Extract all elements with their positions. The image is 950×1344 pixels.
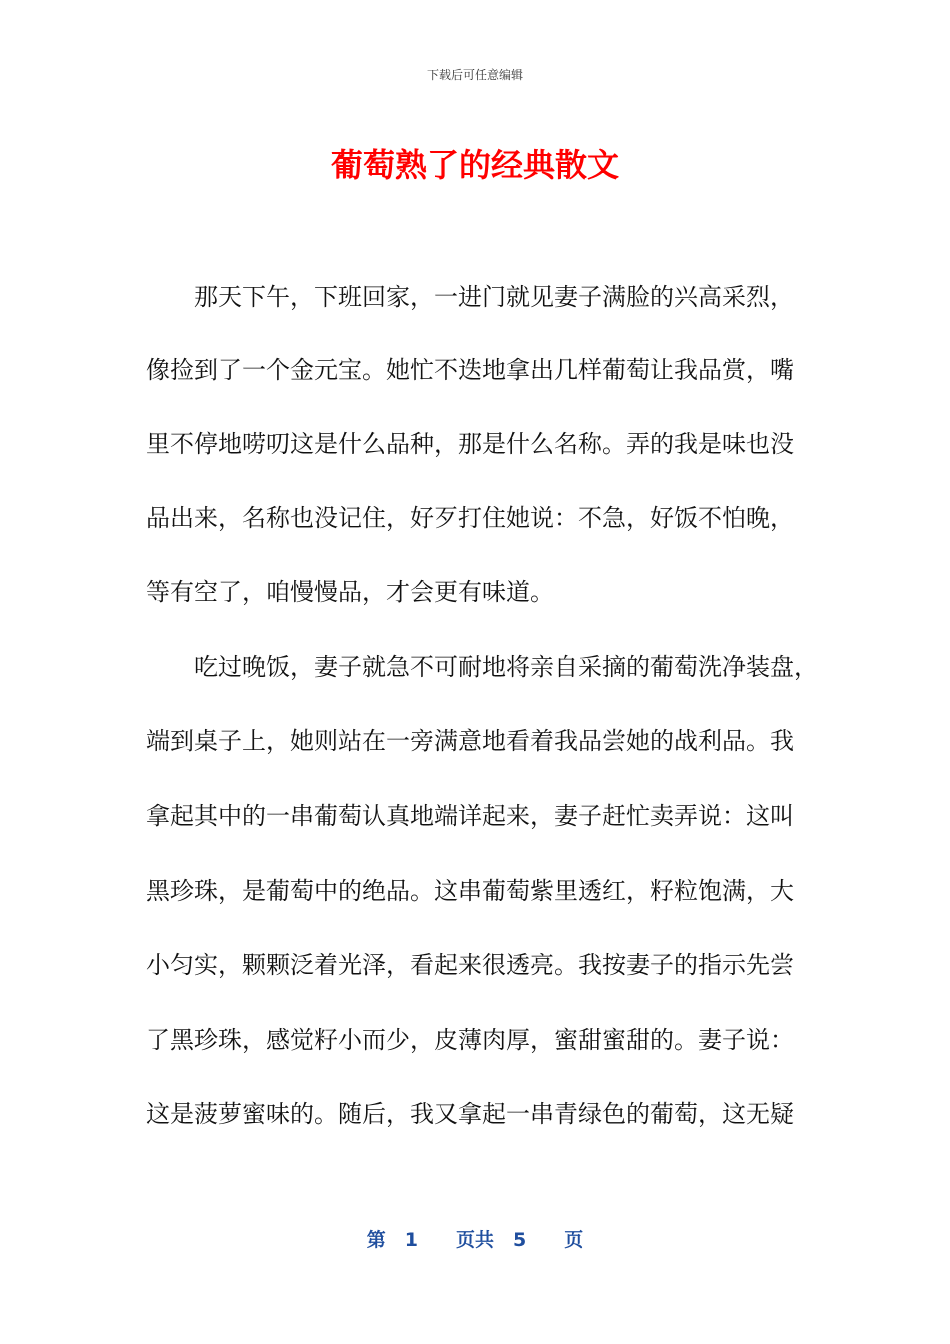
body-line: 吃过晚饭，妻子就急不可耐地将亲自采摘的葡萄洗净装盘， <box>146 653 818 681</box>
body-line: 里不停地唠叨这是什么品种，那是什么名称。弄的我是味也没 <box>146 430 794 458</box>
body-line: 等有空了，咱慢慢品，才会更有味道。 <box>146 578 554 606</box>
body-line: 小匀实，颗颗泛着光泽，看起来很透亮。我按妻子的指示先尝 <box>146 951 794 979</box>
document-title: 葡萄熟了的经典散文 <box>330 146 619 184</box>
body-line: 像捡到了一个金元宝。她忙不迭地拿出几样葡萄让我品赏，嘴 <box>146 356 794 384</box>
body-line: 黑珍珠，是葡萄中的绝品。这串葡萄紫里透红，籽粒饱满，大 <box>146 877 794 905</box>
body-line: 品出来，名称也没记住，好歹打住她说：不急，好饭不怕晚， <box>146 504 794 532</box>
body-line: 那天下午，下班回家，一进门就见妻子满脸的兴高采烈， <box>146 283 794 311</box>
body-line: 拿起其中的一串葡萄认真地端详起来，妻子赶忙卖弄说：这叫 <box>146 802 794 830</box>
header-note: 下载后可任意编辑 <box>426 68 523 82</box>
body-line: 了黑珍珠，感觉籽小而少，皮薄肉厚，蜜甜蜜甜的。妻子说： <box>146 1026 794 1054</box>
page-number-footer: 第 1 页共 5 页 <box>366 1229 584 1251</box>
body-line: 端到桌子上，她则站在一旁满意地看着我品尝她的战利品。我 <box>146 727 794 755</box>
body-line: 这是菠萝蜜味的。随后，我又拿起一串青绿色的葡萄，这无疑 <box>146 1100 794 1128</box>
